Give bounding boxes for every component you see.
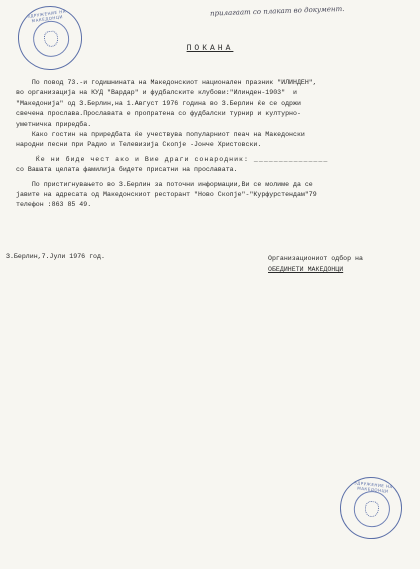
text-line: По пристигнувањето во З.Берлин за поточни информации,Ви се молиме да се (16, 180, 313, 188)
text-line: народни песни при Радио и Телевизија Скопје -Јонче Христовски. (16, 141, 262, 149)
text-line: По повод 73.-и годишнината на Македонскиот национален празник "ИЛИНДЕН", (16, 79, 317, 86)
text-line: уметничка приредба. (16, 120, 92, 128)
signature-block (268, 253, 363, 275)
signature-line-1: Организациониот одбор на (268, 255, 363, 262)
handwritten-note: прилагаат со плакат во документ. (209, 4, 345, 18)
text-line: телефон :863 85 49. (16, 201, 92, 209)
text-line: Како гостин на приредбата ќе учествува популарниот пеач на Македонски (16, 131, 305, 139)
text-line: во организација на КУД "Вардар" и фудбалските клубови:"Илинден-1903" и (16, 89, 297, 97)
paragraph-3 (16, 155, 412, 176)
stamp-bottom-text: ЗДРУЖЕНИЕ НА МАКЕДОНЦИ (353, 480, 394, 494)
official-stamp-top (14, 2, 86, 74)
text-line: Ќе ни биде чест ако и Вие драги сонародник: _______________ (16, 155, 329, 163)
stamp-top-text: ЗДРУЖЕНИЕ НА МАКЕДОНЦИ (26, 8, 67, 24)
paragraph-4 (16, 180, 412, 211)
text-line: со Вашата целата фамилија бидете присатни на прославата. (16, 166, 238, 174)
paragraph-2 (16, 130, 412, 151)
text-line: јавите на адресата од Македонскиот ресторант "Ново Скопје"-"Курфурстендам"79 (16, 191, 317, 199)
paragraph-1 (16, 78, 412, 130)
signature-line-2: ОБЕДИНЕТИ МАКЕДОНЦИ (268, 266, 344, 273)
official-stamp-bottom (337, 474, 405, 542)
date-place: З.Берлин,7.Јули 1976 год. (6, 253, 105, 260)
document-title: ПОКАНА (186, 44, 234, 53)
text-line: свечена прослава.Прославата е пропратена со фудбалски турнир и културно- (16, 110, 301, 118)
text-line: "Македонија" од З.Берлин,на 1.Август 1976 година во З.Берлин ќе се одржи (16, 99, 301, 107)
document-body (16, 78, 412, 211)
